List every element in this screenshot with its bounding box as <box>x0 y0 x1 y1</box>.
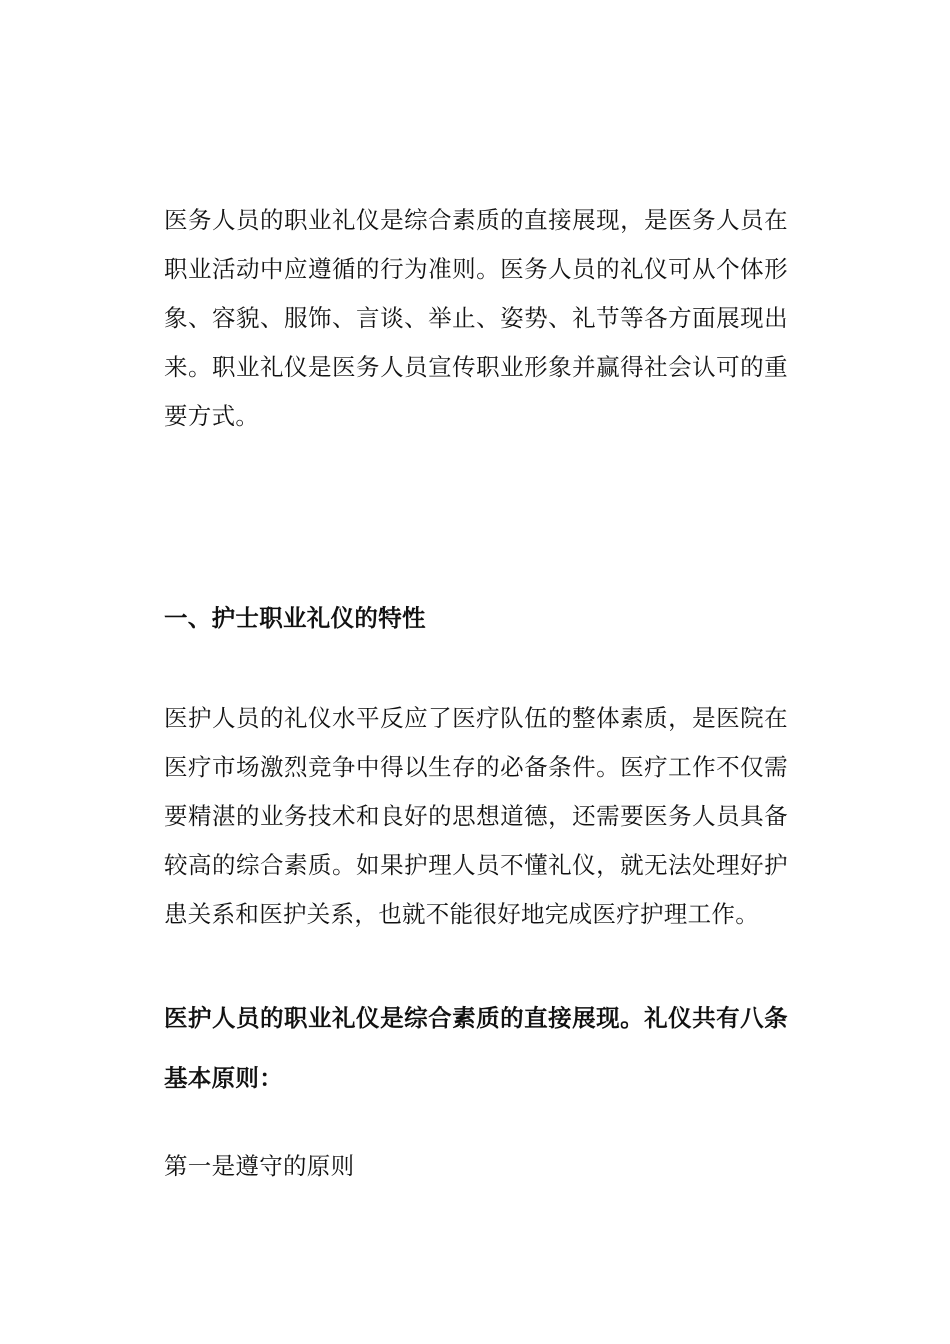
section-heading: 一、护士职业礼仪的特性 <box>164 604 426 632</box>
principles-lead-paragraph: 医护人员的职业礼仪是综合素质的直接展现。礼仪共有八条基本原则： <box>164 1004 788 1092</box>
intro-paragraph: 医务人员的职业礼仪是综合素质的直接展现，是医务人员在职业活动中应遵循的行为准则。医务人员的礼仪可从个体形象、容貌、服饰、言谈、举止、姿势、礼节等各方面展现出来。职业礼仪是医务人员宣传职业形象并赢得社会认可的重要方式。 <box>164 206 788 430</box>
body-paragraph: 医护人员的礼仪水平反应了医疗队伍的整体素质，是医院在医疗市场激烈竞争中得以生存的必备条件。医疗工作不仅需要精湛的业务技术和良好的思想道德，还需要医务人员具备较高的综合素质。如果护理人员不懂礼仪，就无法处理好护患关系和医护关系，也就不能很好地完成医疗护理工作。 <box>164 704 788 928</box>
principle-item-1: 第一是遵守的原则 <box>164 1152 355 1180</box>
